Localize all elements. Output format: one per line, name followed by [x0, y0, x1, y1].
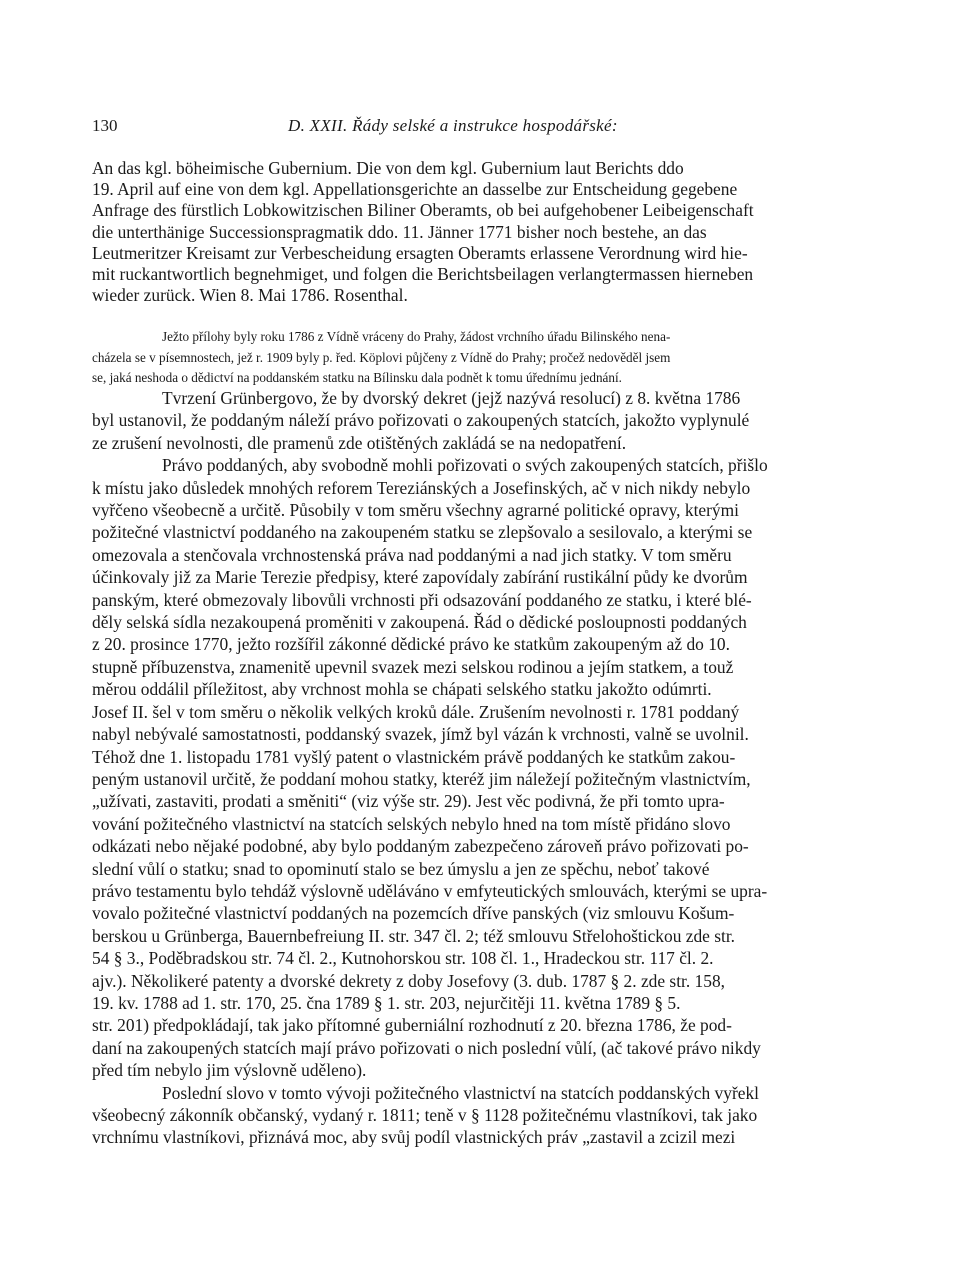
- text-line: děly selská sídla nezakoupená proměniti v zakoupená. Řád o dědické posloupnosti poddaných: [92, 612, 747, 633]
- text-line: omezovala a stenčovala vrchnostenská práva nad poddanými a nad jich statky. V tom směru: [92, 544, 732, 565]
- text-line: vyřčeno všeobecně a určitě. Působily v tom směru všechny agrarné politické opravy, kterými: [92, 500, 739, 521]
- text-line: Anfrage des fürstlich Lobkowitzischen Biliner Oberamts, ob bei aufgehobener Leibeigenschaft: [92, 200, 754, 221]
- text-line: „užívati, zastaviti, prodati a směniti“ (viz výše str. 29). Jest věc podivná, že při tomto upra-: [92, 791, 725, 812]
- text-line: měrou oddálil příležitost, aby vrchnost mohla se chápati selského statku jakožto odúmrti.: [92, 679, 712, 700]
- page-number: 130: [92, 116, 118, 135]
- text-line: 19. April auf eine von dem kgl. Appellationsgerichte an dasselbe zur Entscheidung gegebene: [92, 179, 738, 200]
- text-line: Ježto přílohy byly roku 1786 z Vídně vráceny do Prahy, žádost vrchního úřadu Bilinského nena-: [162, 329, 671, 344]
- text-line: vování požitečného vlastnictví na statcích selských nebylo hned na tom místě přidáno slovo: [92, 813, 731, 834]
- text-line: ajv.). Několikeré patenty a dvorské dekrety z doby Josefovy (3. dub. 1787 § 2. zde str. 158,: [92, 970, 725, 991]
- text-line: z 20. prosince 1770, ježto rozšířil zákonné dědické právo ke statkům zakoupeným až do 10.: [92, 634, 730, 655]
- text-line: Právo poddaných, aby svobodně mohli pořizovati o svých zakoupených statcích, přišlo: [162, 455, 768, 476]
- text-line: k místu jako důsledek mnohých reforem Tereziánských a Josefinských, ač v nich nikdy nebylo: [92, 477, 751, 498]
- text-line: An das kgl. böheimische Gubernium. Die von dem kgl. Gubernium laut Berichts ddo: [92, 158, 684, 178]
- paragraph: [92, 387, 872, 454]
- text-line: 19. kv. 1788 ad 1. str. 170, 25. čna 1789 § 1. str. 203, nejurčitěji 11. května 1789 § 5.: [92, 992, 681, 1013]
- text-line: berskou u Grünberga, Bauernbefreiung II. str. 347 čl. 2; též smlouvu Střelohoštickou zde str.: [92, 925, 735, 946]
- text-line: wieder zurück. Wien 8. Mai 1786. Rosenthal.: [92, 285, 408, 306]
- text-line: 54 § 3., Poděbradskou str. 74 čl. 2., Kutnohorskou str. 108 čl. 1., Hradeckou str. 117 čl. 2.: [92, 948, 714, 969]
- text-line: stupně příbuzenstva, znamenitě upevnil svazek mezi selskou rodinou a jejím statkem, a touž: [92, 656, 734, 677]
- text-line: mit ruckantwortlich begnehmiget, und folgen die Berichtsbeilagen verlangtermassen hierneben: [92, 264, 754, 285]
- text-line: vovalo požitečné vlastnictví poddaných na pozemcích dříve panských (viz smlouvu Košum-: [92, 903, 735, 924]
- text-line: cházela se v písemnostech, jež r. 1909 byly p. řed. Köplovi půjčeny z Vídně do Prahy; pročež nedověděl jsem: [92, 349, 671, 365]
- text-line: str. 201) předpokládají, tak jako přítomné guberniální rozhodnutí z 20. března 1786, že pod-: [92, 1015, 732, 1036]
- text-line: byl ustanovil, že poddaným náleží právo pořizovati o zakoupených statcích, jakožto vyplynulé: [92, 410, 750, 431]
- text-line: odkázati nebo nějaké podobné, aby bylo poddaným zabezpečeno zároveň právo pořizovati po-: [92, 836, 749, 857]
- german-document-paragraph: [92, 158, 872, 306]
- paragraph: [92, 158, 872, 306]
- text-line: právo testamentu bylo tehdáž výslovně uděláváno v emfyteutických smlouvách, kterými se upra-: [92, 880, 768, 901]
- text-line: se, jaká neshoda o dědictví na poddanském statku na Bílinsku dala podnět k tomu úřednímu jednání.: [92, 370, 622, 385]
- page-header: [92, 116, 872, 142]
- text-line: vrchnímu vlastníkovi, přiznává moc, aby svůj podíl vlastnických práv „zastavil a zcizil mezi: [92, 1127, 736, 1148]
- text-line: panským, které obmezovaly libovůli vrchnosti při odsazování poddaného ze statku, i které blé-: [92, 589, 752, 610]
- text-line: Poslední slovo v tomto vývoji požitečného vlastnictví na statcích poddanských vyřekl: [162, 1082, 759, 1103]
- text-line: peným ustanovil určitě, že poddaní mohou statky, kteréž jim náležejí požitečným vlastnictvím,: [92, 768, 751, 789]
- text-line: Josef II. šel v tom směru o několik velkých kroků dále. Zrušením nevolnosti r. 1781 poddaný: [92, 701, 740, 722]
- editorial-note: [92, 327, 872, 389]
- paragraph: [92, 1082, 872, 1149]
- text-line: die unterthänige Successionspragmatik ddo. 11. Jänner 1771 bisher noch bestehe, an das: [92, 221, 707, 242]
- text-line: Tvrzení Grünbergovo, že by dvorský dekret (jejž nazývá resolucí) z 8. května 1786: [162, 388, 741, 408]
- text-line: Téhož dne 1. listopadu 1781 vyšlý patent o vlastnickém právě poddaných ke statkům zakou-: [92, 746, 736, 767]
- text-line: ze zrušení nevolnosti, dle pramenů zde otištěných zakládá se na nedopatření.: [92, 432, 627, 453]
- text-line: před tím nebylo jim výslovně uděleno).: [92, 1060, 367, 1081]
- text-line: účinkovaly již za Marie Terezie předpisy, které zapovídaly zabírání rustikální půdy ke dvorům: [92, 567, 748, 588]
- text-line: požitečné vlastnictví poddaného na zakoupeném statku se zlepšovalo a sesilovalo, a kterými se: [92, 522, 753, 543]
- text-line: Leutmeritzer Kreisamt zur Verbescheidung ersagten Oberamts erlassene Verordnung wird hie-: [92, 242, 748, 263]
- text-line: slední vůlí o statku; snad to opominutí stalo se bez úmyslu a jen ze spěchu, neboť takové: [92, 858, 710, 879]
- note-paragraph: [92, 327, 872, 389]
- text-line: nabyl nebývalé samostatnosti, poddanský svazek, jímž byl vázán k vrchnosti, valně se uvolnil.: [92, 724, 749, 745]
- text-line: daní na zakoupených statcích mají právo pořizovati o nich poslední vůlí, (ač takové právo nikdy: [92, 1037, 761, 1058]
- czech-commentary: [92, 387, 872, 1149]
- text-line: všeobecný zákonník občanský, vydaný r. 1811; teně v § 1128 požitečnému vlastníkovi, tak jako: [92, 1105, 758, 1125]
- running-head: D. XXII. Řády selské a instrukce hospodářské:: [288, 116, 618, 135]
- paragraph: [92, 454, 872, 1081]
